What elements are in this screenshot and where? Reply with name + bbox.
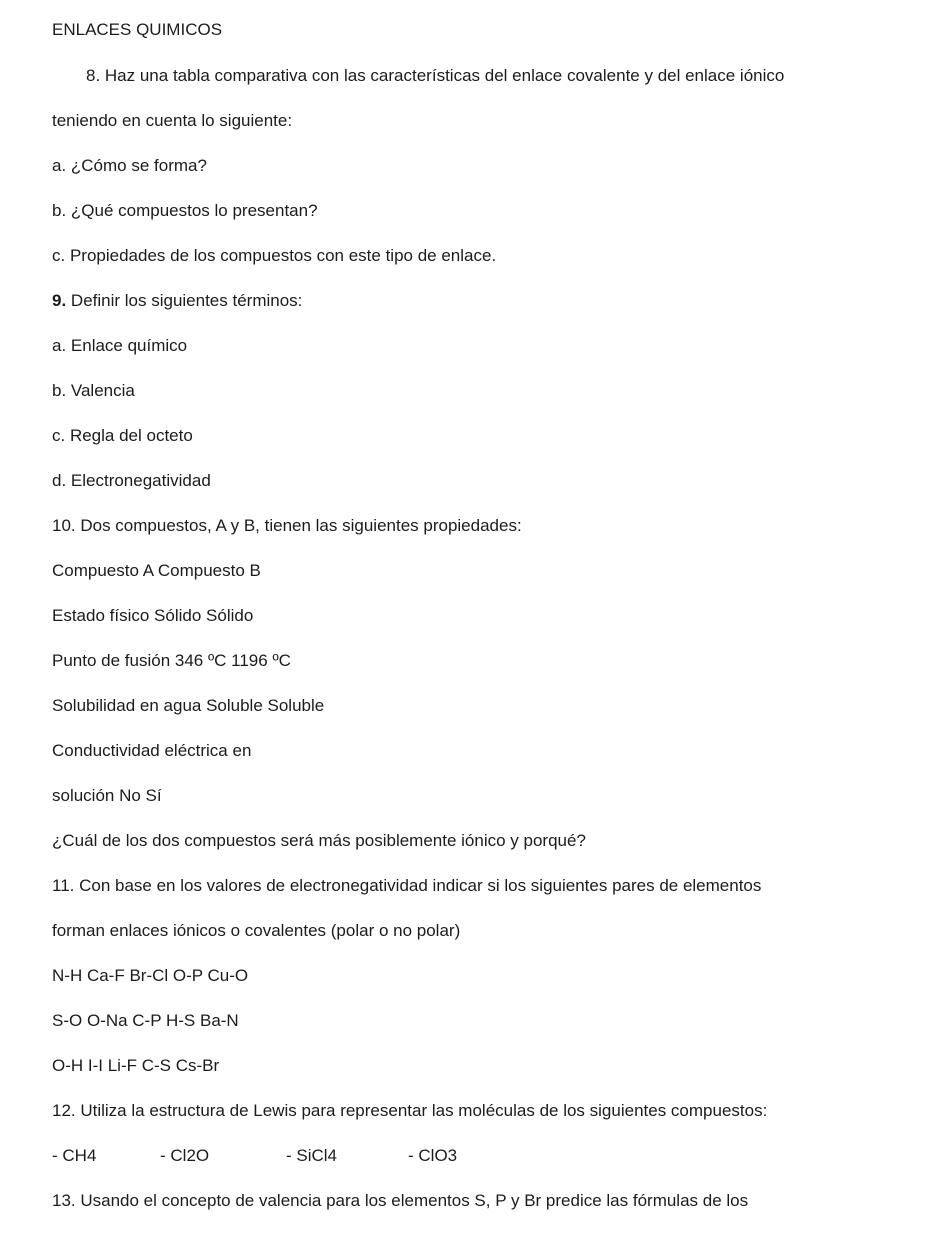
q10-intro: 10. Dos compuestos, A y B, tienen las siguientes propiedades: — [52, 516, 522, 535]
q10-question: ¿Cuál de los dos compuestos será más posiblemente iónico y porqué? — [52, 831, 586, 850]
q9-item-d: d. Electronegatividad — [52, 471, 211, 490]
q11-pairs-row1: N-H Ca-F Br-Cl O-P Cu-O — [52, 966, 249, 985]
compound-clo3: - ClO3 — [408, 1146, 458, 1165]
q12-text: 12. Utiliza la estructura de Lewis para representar las moléculas de los siguientes compuestos: — [52, 1101, 768, 1120]
q9-number: 9. — [52, 291, 67, 310]
q11-pairs-row3: O-H I-I Li-F C-S Cs-Br — [52, 1056, 220, 1075]
compound-ch4: - CH4 — [52, 1146, 97, 1165]
compound-cl2o: - Cl2O — [160, 1146, 210, 1165]
q11-pairs-row2: S-O O-Na C-P H-S Ba-N — [52, 1011, 239, 1030]
q11-text-line1: 11. Con base en los valores de electronegatividad indicar si los siguientes pares de elementos — [52, 876, 762, 895]
q10-row-state: Estado físico Sólido Sólido — [52, 606, 254, 625]
q9-text: Definir los siguientes términos: — [66, 291, 303, 310]
compound-sicl4: - SiCl4 — [286, 1146, 338, 1165]
q9-item-b: b. Valencia — [52, 381, 135, 400]
q11-text-line2: forman enlaces iónicos o covalentes (polar o no polar) — [52, 921, 461, 940]
q13-text: 13. Usando el concepto de valencia para los elementos S, P y Br predice las fórmulas de los — [52, 1191, 749, 1210]
q8-item-a: a. ¿Cómo se forma? — [52, 156, 207, 175]
q8-item-b: b. ¿Qué compuestos lo presentan? — [52, 201, 318, 220]
q8-item-c: c. Propiedades de los compuestos con este tipo de enlace. — [52, 246, 497, 265]
q10-row-melting: Punto de fusión 346 ºC 1196 ºC — [52, 651, 291, 670]
q9-item-c: c. Regla del octeto — [52, 426, 193, 445]
q10-row-solubility: Solubilidad en agua Soluble Soluble — [52, 696, 325, 715]
page-title: ENLACES QUIMICOS — [52, 20, 223, 39]
q12-compounds — [52, 1146, 912, 1166]
q9-item-a: a. Enlace químico — [52, 336, 188, 355]
q8-text-line2: teniendo en cuenta lo siguiente: — [52, 111, 293, 130]
q10-row-conductivity: Conductividad eléctrica en — [52, 741, 252, 760]
q9-heading — [52, 291, 302, 311]
q10-row-solution: solución No Sí — [52, 786, 162, 805]
q8-text-line1: 8. Haz una tabla comparativa con las características del enlace covalente y del enlace iónico — [86, 66, 785, 85]
q10-row-header: Compuesto A Compuesto B — [52, 561, 261, 580]
